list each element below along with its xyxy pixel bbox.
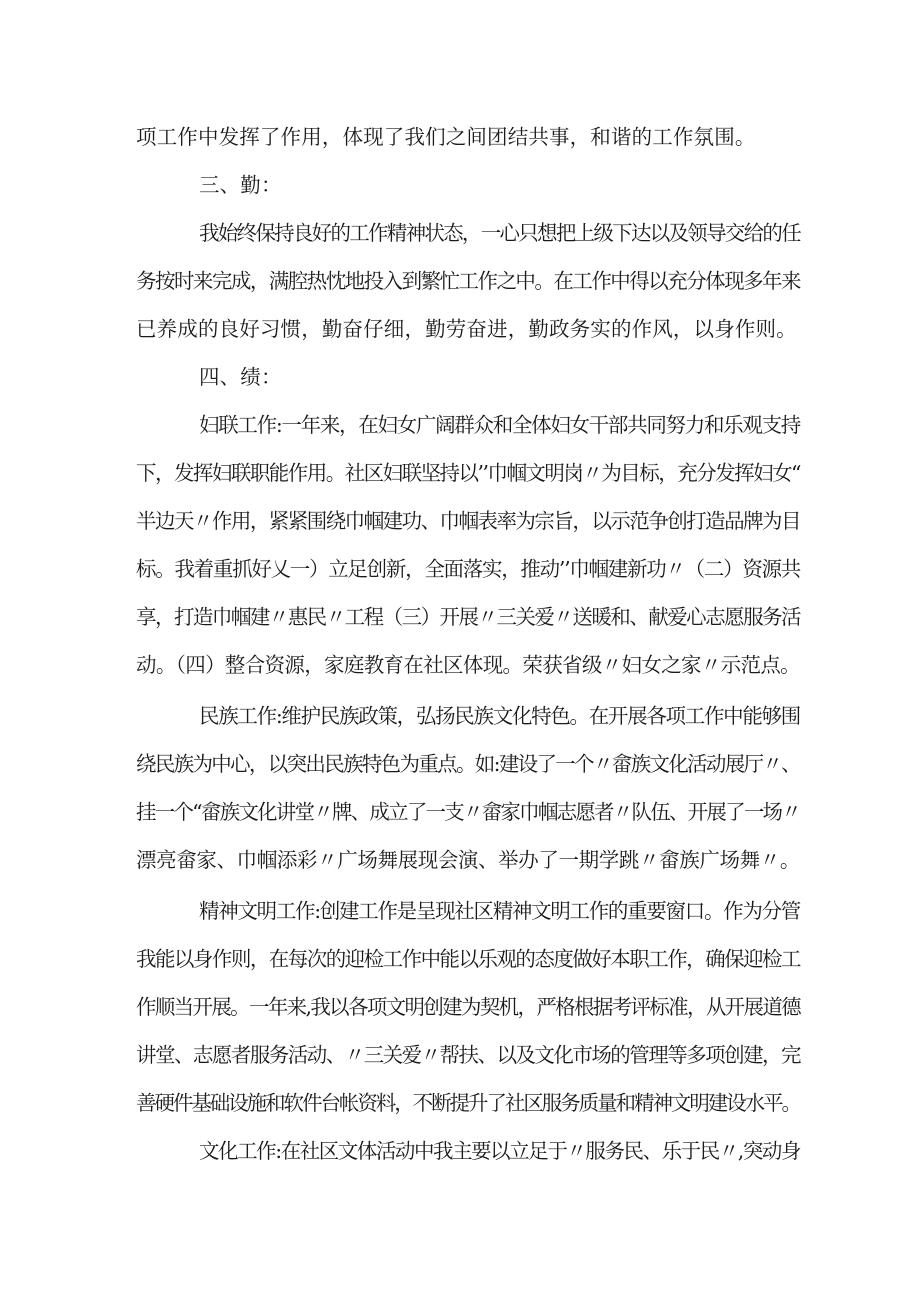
section-heading-ji: 四、绩：	[199, 365, 282, 389]
paragraph-line: 半边天〃作用，紧紧围绕巾帼建功、巾帼表率为宗旨，以示范争创打造品牌为目	[136, 509, 800, 533]
paragraph-line: 文化工作:在社区文体活动中我主要以立足于〃服务民、乐于民〃,突动身	[199, 1139, 800, 1163]
paragraph-line: 民族工作:维护民族政策，弘扬民族文化特色。在开展各项工作中能够围	[199, 704, 800, 728]
paragraph-line: 讲堂、志愿者服务活动、〃三关爱〃帮扶、以及文化市场的管理等多项创建，完	[136, 1043, 800, 1067]
paragraph-line: 精神文明工作:创建工作是呈现社区精神文明工作的重要窗口。作为分管	[199, 899, 800, 923]
paragraph-line: 已养成的良好习惯，勤奋仔细，勤劳奋进，勤政务实的作风，以身作则。	[136, 317, 797, 341]
section-heading-qin: 三、勤：	[199, 173, 282, 197]
paragraph-line: 绕民族为中心，以突出民族特色为重点。如:建设了一个〃畲族文化活动展厅〃、	[136, 752, 800, 776]
paragraph-line: 作顺当开展。一年来,我以各项文明创建为契机，严格根据考评标准，从开展道德	[136, 995, 800, 1019]
paragraph-line: 动。（四）整合资源，家庭教育在社区体现。荣获省级〃妇女之家〃示范点。	[136, 653, 800, 677]
paragraph-line: 挂一个“畲族文化讲堂〃牌、成立了一支〃畲家巾帼志愿者〃队伍、开展了一场〃	[136, 800, 800, 824]
paragraph-line: 务按时来完成，满腔热忱地投入到繁忙工作之中。在工作中得以充分体现多年来	[136, 269, 800, 293]
paragraph-line: 下，发挥妇联职能作用。社区妇联坚持以’’巾帼文明岗〃为目标，充分发挥妇女“	[136, 461, 800, 485]
paragraph-line: 项工作中发挥了作用，体现了我们之间团结共事，和谐的工作氛围。	[136, 125, 756, 149]
paragraph-line: 标。我着重抓好乂一）立足创新，全面落实，推动’’巾帼建新功〃（二）资源共	[136, 557, 800, 581]
paragraph-line: 享，打造巾帼建〃惠民〃工程（三）开展〃三关爱〃送暖和、献爱心志愿服务活	[136, 605, 800, 629]
paragraph-line: 善硬件基础设施和软件台帐资料，不断提升了社区服务质量和精神文明建设水平。	[136, 1091, 800, 1115]
paragraph-line: 我始终保持良好的工作精神状态，一心只想把上级下达以及领导交给的任	[199, 221, 800, 245]
paragraph-line: 我能以身作则，在每次的迎检工作中能以乐观的态度做好本职工作，确保迎检工	[136, 947, 800, 971]
paragraph-line: 妇联工作:一年来，在妇女广阔群众和全体妇女干部共同努力和乐观支持	[199, 413, 800, 437]
paragraph-line: 漂亮畲家、巾帼添彩〃广场舞展现会演、举办了一期学跳〃畲族广场舞〃。	[136, 848, 800, 872]
